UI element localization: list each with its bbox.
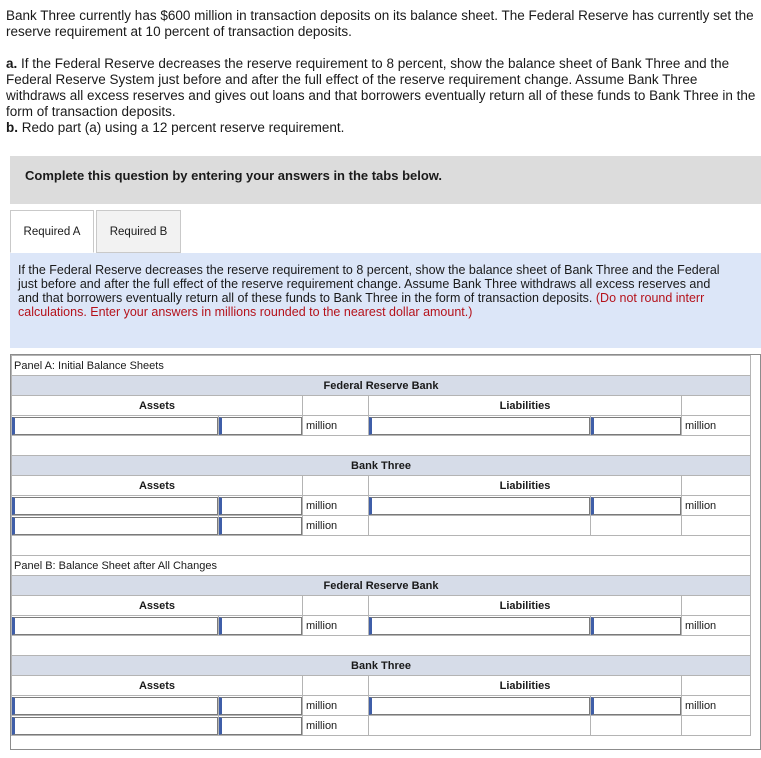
unit-label: million	[303, 416, 369, 436]
liabilities-header: Liabilities	[369, 596, 682, 616]
tab-required-b[interactable]: Required B	[96, 210, 181, 253]
unit-label: million	[682, 416, 751, 436]
asset-amount-input[interactable]	[219, 497, 302, 515]
question-text	[6, 8, 758, 136]
asset-amount-input[interactable]	[219, 417, 302, 435]
fed-header-b: Federal Reserve Bank	[12, 576, 751, 596]
unit-label: million	[303, 696, 369, 716]
asset-amount-input[interactable]	[219, 717, 302, 735]
liability-name-input[interactable]	[369, 417, 590, 435]
balance-sheet-panel	[10, 354, 761, 750]
bank-header-b: Bank Three	[12, 656, 751, 676]
assets-header: Assets	[12, 396, 303, 416]
assets-header: Assets	[12, 476, 303, 496]
liabilities-header: Liabilities	[369, 676, 682, 696]
asset-amount-input[interactable]	[219, 517, 302, 535]
part-b-text: b. Redo part (a) using a 12 percent reserve requirement.	[6, 120, 345, 135]
prompt-line-1: If the Federal Reserve decreases the reserve requirement to 8 percent, show the balance sheet of Bank Three and the Federal	[18, 263, 720, 277]
liability-name-input[interactable]	[369, 497, 590, 515]
liability-amount-input[interactable]	[591, 697, 681, 715]
liability-amount-input[interactable]	[591, 497, 681, 515]
assets-header: Assets	[12, 596, 303, 616]
liability-amount-input[interactable]	[591, 617, 681, 635]
tab-required-a[interactable]: Required A	[10, 210, 94, 253]
prompt-line-2: just before and after the full effect of the reserve requirement change. Assume Bank Three withdraws all excess reserves and	[18, 277, 711, 291]
prompt-box	[10, 253, 761, 348]
prompt-line-3: and that borrowers eventually return all of these funds to Bank Three in the form of transaction deposits. (Do not round interr	[18, 291, 705, 305]
question-intro: Bank Three currently has $600 million in transaction deposits on its balance sheet. The Federal Reserve has currently set the reserve requirement at 10 percent of transaction deposits.	[6, 8, 754, 39]
panel-a-label: Panel A: Initial Balance Sheets	[12, 356, 751, 376]
liability-name-input[interactable]	[369, 617, 590, 635]
assets-header: Assets	[12, 676, 303, 696]
unit-label: million	[303, 716, 369, 736]
asset-name-input[interactable]	[12, 717, 218, 735]
unit-label: million	[682, 696, 751, 716]
tab-bar	[10, 210, 761, 253]
liability-name-input[interactable]	[369, 697, 590, 715]
asset-name-input[interactable]	[12, 497, 218, 515]
balance-sheet-table	[11, 355, 751, 736]
prompt-line-4: calculations. Enter your answers in millions rounded to the nearest dollar amount.)	[18, 305, 473, 319]
unit-label: million	[303, 496, 369, 516]
asset-name-input[interactable]	[12, 417, 218, 435]
liabilities-header: Liabilities	[369, 396, 682, 416]
part-a-text: a. If the Federal Reserve decreases the reserve requirement to 8 percent, show the balance sheet of Bank Three and the Federal Reserve System just before and after the full effect of the reserve requirement change. Assume Bank Three withdraws all excess reserves and gives out loans and that borrowers eventually return all of these funds to Bank Three in the form of transaction deposits.	[6, 56, 756, 119]
asset-name-input[interactable]	[12, 697, 218, 715]
asset-name-input[interactable]	[12, 617, 218, 635]
panel-b-label: Panel B: Balance Sheet after All Changes	[12, 556, 751, 576]
asset-name-input[interactable]	[12, 517, 218, 535]
unit-label: million	[303, 516, 369, 536]
unit-label: million	[303, 616, 369, 636]
unit-label: million	[682, 496, 751, 516]
asset-amount-input[interactable]	[219, 697, 302, 715]
liability-amount-input[interactable]	[591, 417, 681, 435]
unit-label: million	[682, 616, 751, 636]
fed-header-a: Federal Reserve Bank	[12, 376, 751, 396]
liabilities-header: Liabilities	[369, 476, 682, 496]
instruction-bar: Complete this question by entering your answers in the tabs below.	[10, 156, 761, 204]
asset-amount-input[interactable]	[219, 617, 302, 635]
bank-header-a: Bank Three	[12, 456, 751, 476]
